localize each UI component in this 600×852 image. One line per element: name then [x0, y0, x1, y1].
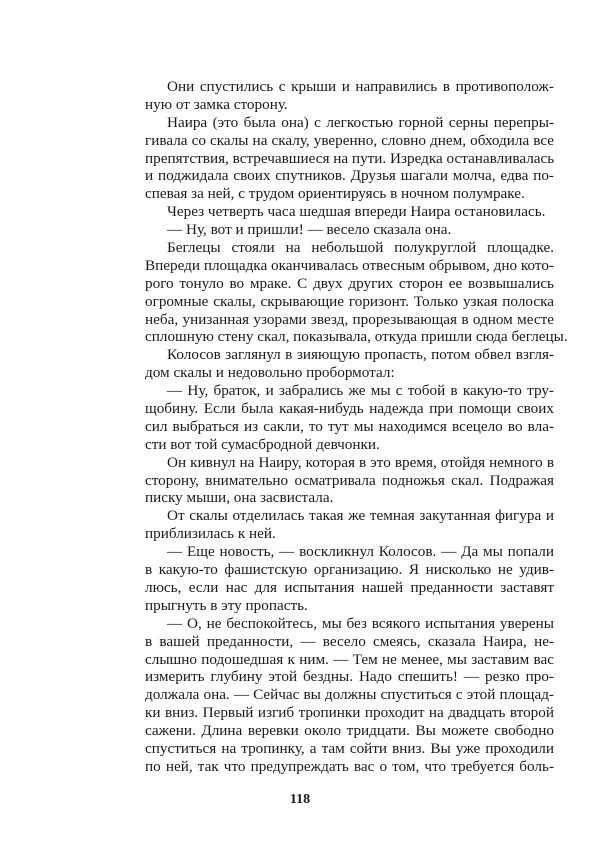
text-line: приблизилась к ней. — [145, 525, 276, 543]
text-line: спуститься на тропинку, а там сойти вниз. Вы уже проходили — [145, 739, 554, 757]
text-line: сплошную стену скал, показывала, откуда пришли сюда беглецы. — [145, 328, 568, 346]
text-line: сти вот той сумасбродной девчонки. — [145, 435, 380, 453]
text-line: слышно подошедшая к ним. — Тем не менее, мы заставим вас — [145, 650, 554, 668]
paragraph — [145, 114, 554, 203]
paragraph — [145, 203, 554, 221]
paragraph — [145, 239, 568, 346]
page-number: 118 — [289, 792, 311, 807]
text-line: в какую-то фашистскую организацию. Я нисколько не удив- — [145, 561, 554, 579]
text-line: огромные скалы, скрывающие горизонт. Только узкая полоска — [145, 292, 554, 310]
text-line: ки вниз. Первый изгиб тропинки проходит на двадцать второй — [145, 704, 554, 722]
text-line: писку мыши, она засвистала. — [145, 489, 334, 507]
paragraph — [145, 454, 554, 508]
text-line: — О, не беспокойтесь, мы без всякого испытания уверены — [167, 614, 554, 632]
text-line: — Еще новость, — воскликнул Колосов. — Да мы попали — [167, 543, 554, 561]
text-line: Впереди площадка оканчивалась отвесным обрывом, дно кото- — [145, 256, 554, 274]
text-line: От скалы отделилась такая же темная закутанная фигура и — [167, 507, 554, 525]
paragraph — [145, 221, 554, 239]
text-line: препятствия, встречавшиеся на пути. Изредка останавливалась — [145, 149, 555, 167]
text-line: гивала со скалы на скалу, уверенно, словно днем, обходила все — [145, 131, 554, 149]
text-line: Через четверть часа шедшая впереди Наира остановилась. — [167, 203, 546, 221]
page-body-text — [145, 78, 568, 776]
text-line: люсь, если нас для испытания нашей преданности заставят — [145, 578, 554, 596]
text-line: Наира (это была она) с легкостью горной серны перепры- — [167, 113, 554, 131]
text-line: измерить глубину этой бездны. Надо спешить! — резко про- — [145, 668, 554, 686]
paragraph — [145, 382, 554, 454]
text-line: прыгнуть в эту пропасть. — [145, 596, 308, 614]
text-line: — Ну, вот и пришли! — весело сказала она. — [167, 221, 452, 239]
text-line: по ней, так что предупреждать вас о том, что требуется боль- — [145, 757, 554, 775]
text-line: Колосов заглянул в зияющую пропасть, потом обвел взгля- — [167, 346, 554, 364]
text-line: рого тонуло во мраке. С двух других сторон ее возвышались — [145, 274, 554, 292]
text-line: и поджидала своих спутников. Друзья шагали молча, едва по- — [145, 167, 554, 185]
paragraph — [145, 615, 554, 776]
paragraph — [145, 543, 554, 615]
text-line: должала она. — Сейчас вы должны спуститься с этой площад- — [145, 686, 554, 704]
text-line: — Ну, браток, и забрались же мы с тобой в какую-то тру- — [167, 382, 554, 400]
text-line: Они спустились с крыши и направились в противополож- — [167, 78, 554, 95]
text-line: неба, унизанная узорами звезд, прорезывающая в одном месте — [145, 310, 554, 328]
paragraph — [145, 78, 554, 114]
text-line: сажени. Длина веревки около тридцати. Вы можете свободно — [145, 722, 554, 740]
text-line: Он кивнул на Наиру, которая в это время, отойдя немного в — [167, 453, 554, 471]
text-line: дом скалы и недовольно пробормотал: — [145, 364, 395, 382]
text-line: спевая за ней, с трудом ориентируясь в ночном полумраке. — [145, 185, 525, 203]
text-line: Беглецы стояли на небольшой полукруглой площадке. — [167, 239, 554, 257]
text-line: сторону, внимательно осматривала подножья скал. Подражая — [145, 471, 554, 489]
paragraph — [145, 346, 554, 382]
text-line: щобину. Если была какая-нибудь надежда при помощи своих — [145, 400, 554, 418]
text-line: в вашей преданности, — весело смеясь, сказала Наира, не- — [145, 632, 554, 650]
text-line: сил выбраться из сакли, то тут мы находимся всецело во вла- — [145, 417, 554, 435]
paragraph — [145, 507, 554, 543]
text-line: ную от замка сторону. — [145, 95, 288, 113]
